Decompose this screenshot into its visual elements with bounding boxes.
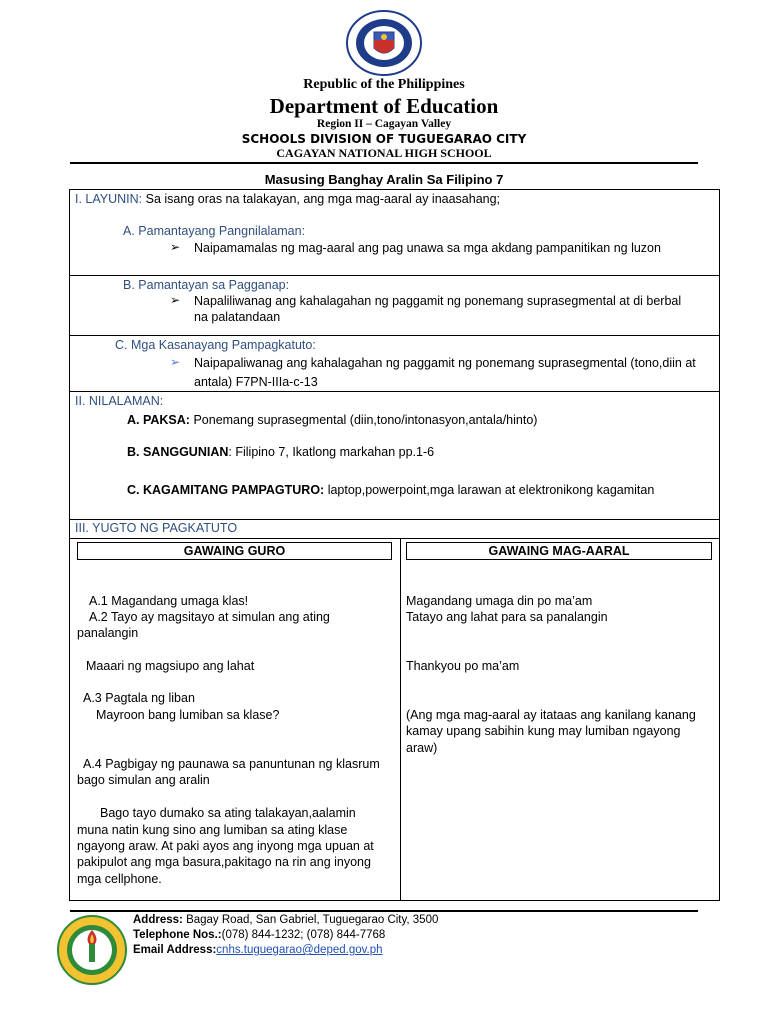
pangnilalaman-title: A. Pamantayang Pangnilalaman: [123, 224, 306, 238]
school-logo-icon [56, 914, 128, 986]
address-value: Bagay Road, San Gabriel, Tuguegarao City, 3500 [186, 914, 439, 926]
guro-line: Maaari ng magsiupo ang lahat [86, 659, 255, 673]
guro-line: Mayroon bang lumiban sa klase? [96, 708, 280, 722]
footer-telephone [133, 927, 385, 943]
paksa-value: Ponemang suprasegmental (diin,tono/intonasyon,antala/hinto) [193, 413, 538, 427]
paksa-row [127, 412, 537, 428]
arrow-bullet-icon: ➢ [170, 355, 181, 369]
email-label: Email Address: [133, 944, 217, 956]
nilalaman-label: II. NILALAMAN: [75, 394, 164, 408]
address-label: Address: [133, 914, 183, 926]
guro-line: mga cellphone. [77, 872, 162, 886]
kagamitan-value: laptop,powerpoint,mga larawan at elektronikong kagamitan [327, 483, 655, 497]
pagganap-item-line1: Napaliliwanag ang kahalagahan ng paggamit ng ponemang suprasegmental at di berbal [194, 294, 682, 308]
mag-aaral-line: araw) [406, 741, 438, 755]
pangnilalaman-item: Naipamamalas ng mag-aaral ang pag unawa sa mga akdang pampanitikan ng luzon [194, 241, 661, 255]
kasanayan-title: C. Mga Kasanayang Pampagkatuto: [115, 338, 316, 352]
guro-line: bago simulan ang aralin [77, 773, 210, 787]
arrow-bullet-icon: ➢ [170, 293, 181, 307]
mag-aaral-line: Tatayo ang lahat para sa panalangin [406, 610, 608, 624]
header-divider [70, 162, 698, 164]
column-header-guro: GAWAING GURO [77, 542, 392, 560]
republic-line: Republic of the Philippines [303, 77, 465, 92]
guro-line: panalangin [77, 626, 139, 640]
email-link[interactable]: cnhs.tuguegarao@deped.gov.ph [216, 944, 383, 956]
footer-email [133, 942, 383, 958]
kagamitan-row [127, 482, 654, 498]
guro-line: A.1 Magandang umaga klas! [89, 594, 249, 608]
document-title: Masusing Banghay Aralin Sa Filipino 7 [264, 172, 504, 187]
sanggunian-value: : Filipino 7, Ikatlong markahan pp.1-6 [228, 445, 435, 459]
school-line: CAGAYAN NATIONAL HIGH SCHOOL [276, 146, 492, 160]
guro-line: pakipulot ang mga basura,pakitago na rin ang inyong [77, 855, 371, 869]
guro-line: A.3 Pagtala ng liban [83, 691, 195, 705]
telephone-label: Telephone Nos.: [133, 929, 222, 941]
yugto-label: III. YUGTO NG PAGKATUTO [75, 521, 238, 535]
guro-line: muna natin kung sino ang lumiban sa ating klase [77, 823, 348, 837]
guro-line: A.2 Tayo ay magsitayo at simulan ang ating [89, 610, 330, 624]
paksa-label: A. PAKSA: [127, 413, 190, 427]
mag-aaral-line: Magandang umaga din po ma’am [406, 594, 593, 608]
pagganap-item-line2: na palatandaan [194, 310, 281, 324]
kasanayan-item-line1: Naipapaliwanag ang kahalagahan ng paggamit ng ponemang suprasegmental (tono,diin at [194, 356, 696, 370]
deped-seal-icon [344, 10, 424, 76]
yugto-divider [69, 538, 720, 539]
layunin-text: Sa isang oras na talakayan, ang mga mag-aaral ay inaasahang; [145, 192, 501, 206]
layunin-row [75, 191, 500, 207]
kasanayan-item-line2: antala) F7PN-IIIa-c-13 [194, 375, 318, 389]
footer-address [133, 912, 438, 928]
sanggunian-row [127, 444, 434, 460]
column-divider [400, 539, 401, 901]
region-line: Region II – Cagayan Valley [316, 118, 452, 130]
division-line: SCHOOLS DIVISION OF TUGUEGARAO CITY [241, 132, 527, 146]
telephone-value: (078) 844-1232; (078) 844-7768 [221, 929, 386, 941]
department-title: Department of Education [269, 94, 499, 118]
mag-aaral-line: Thankyou po ma’am [406, 659, 520, 673]
sanggunian-label: B. SANGGUNIAN [127, 445, 229, 459]
mag-aaral-line: kamay upang sabihin kung may lumiban ngayong [406, 724, 681, 738]
arrow-bullet-icon: ➢ [170, 240, 181, 254]
guro-line: A.4 Pagbigay ng paunawa sa panuntunan ng klasrum [83, 757, 380, 771]
kagamitan-label: C. KAGAMITANG PAMPAGTURO: [127, 483, 325, 497]
pagganap-title: B. Pamantayan sa Pagganap: [123, 278, 290, 292]
guro-line: Bago tayo dumako sa ating talakayan,aalamin [100, 806, 356, 820]
guro-line: ngayong araw. At paki ayos ang inyong mga upuan at [77, 839, 374, 853]
mag-aaral-line: (Ang mga mag-aaral ay itataas ang kanilang kanang [406, 708, 696, 722]
layunin-label: I. LAYUNIN: [75, 192, 143, 206]
column-header-mag-aaral: GAWAING MAG-AARAL [406, 542, 712, 560]
